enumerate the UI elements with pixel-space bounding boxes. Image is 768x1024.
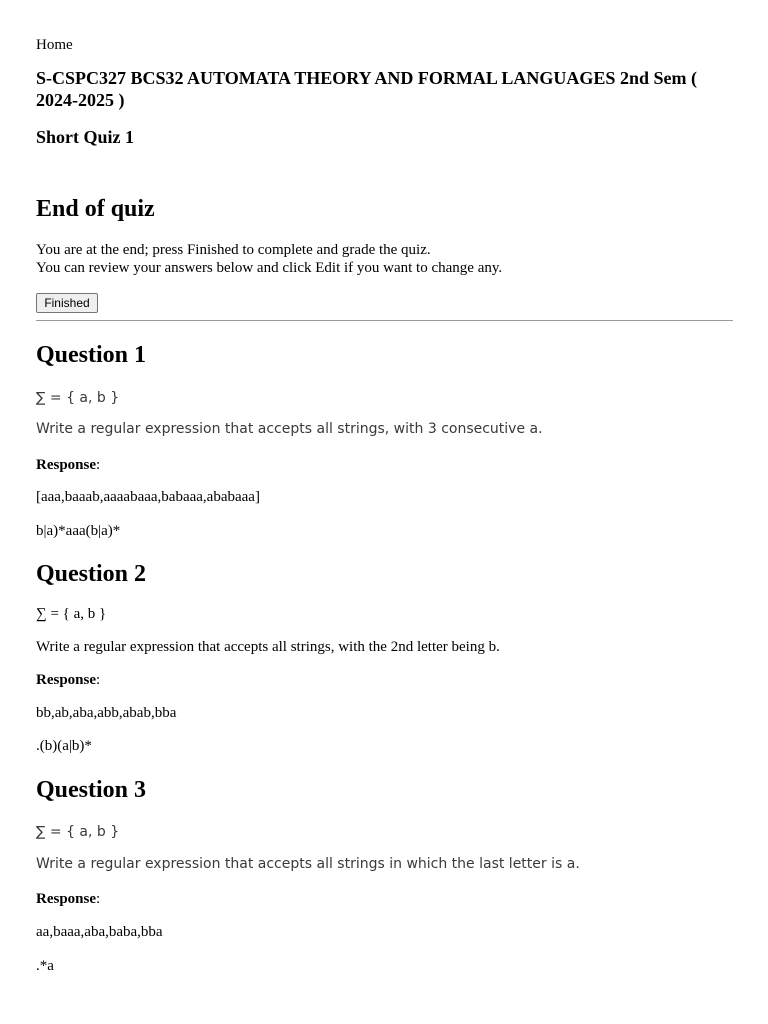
end-of-quiz-instruction-1: You are at the end; press Finished to complete and grade the quiz. — [36, 242, 431, 258]
divider — [36, 320, 733, 321]
question-2-response-label: Response: — [36, 672, 101, 688]
quiz-name: Short Quiz 1 — [36, 127, 135, 147]
finished-button[interactable]: Finished — [36, 293, 98, 313]
question-3-answer-examples: aa,baaa,aba,baba,bba — [36, 924, 163, 940]
question-1-answer-examples: [aaa,baaab,aaaabaaa,babaaa,ababaaa] — [36, 489, 260, 505]
question-3-heading: Question 3 — [36, 777, 147, 803]
end-of-quiz-heading: End of quiz — [36, 196, 155, 222]
question-2-heading: Question 2 — [36, 561, 147, 587]
question-1-heading: Question 1 — [36, 342, 147, 368]
course-title: S-CSPC327 BCS32 AUTOMATA THEORY AND FORMAL LANGUAGES 2nd Sem ( 2024-2025 ) — [36, 68, 697, 110]
question-2-alphabet: ∑ = { a, b } — [36, 606, 107, 622]
question-3-response-label: Response: — [36, 891, 101, 907]
question-2-prompt: Write a regular expression that accepts all strings, with the 2nd letter being b. — [36, 639, 500, 655]
question-1-prompt: Write a regular expression that accepts all strings, with 3 consecutive a. — [36, 421, 543, 437]
question-2-answer-examples: bb,ab,aba,abb,abab,bba — [36, 705, 177, 721]
question-3-prompt: Write a regular expression that accepts all strings in which the last letter is a. — [36, 856, 580, 872]
question-2-answer-regex: .(b)(a|b)* — [36, 738, 92, 754]
question-3-answer-regex: .*a — [36, 958, 54, 974]
end-of-quiz-instruction-2: You can review your answers below and click Edit if you want to change any. — [36, 260, 503, 276]
question-1-answer-regex: b|a)*aaa(b|a)* — [36, 523, 121, 539]
home-link[interactable]: Home — [36, 37, 73, 53]
question-1-alphabet: ∑ = { a, b } — [36, 390, 120, 406]
question-1-response-label: Response: — [36, 457, 101, 473]
question-3-alphabet: ∑ = { a, b } — [36, 824, 120, 840]
